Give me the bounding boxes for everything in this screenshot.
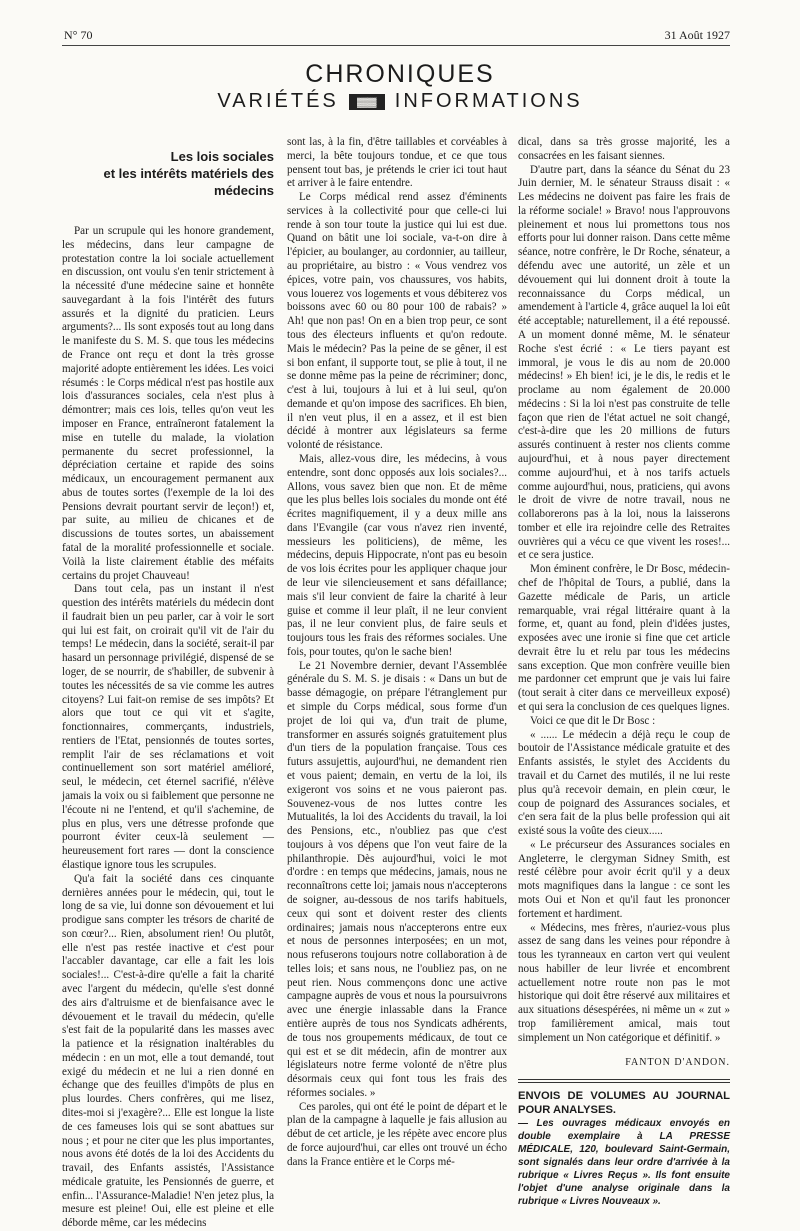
column-3 — [518, 136, 730, 1208]
paragraph: sont las, à la fin, d'être taillables et corvéables à merci, la bête toujours tondue, et ce que tous pensent tout bas, je prétends le crier ici tout haut et arriver à le faire entendre. — [287, 136, 507, 190]
press-ornament-icon: ▓▓▓ — [349, 94, 385, 110]
notice-body: — Les ouvrages médicaux envoyés en double exemplaire à LA PRESSE MÉDICALE, 120, boulevard Saint-Germain, sont signalés dans leur ordre d'arrivée à la rubrique « Livres Reçus ». Ils font ensuite l'objet d'une analyse originale dans la rubrique « Livres Nouveaux ». — [518, 1118, 730, 1208]
article-title-line1: Les lois sociales — [170, 149, 274, 164]
article-title-line2: et les intérêts matériels des médecins — [103, 166, 274, 198]
article-title — [62, 148, 274, 199]
header-rule — [62, 45, 730, 46]
paragraph: Voici ce que dit le Dr Bosc : — [530, 714, 656, 727]
section-divider — [518, 1079, 730, 1080]
paragraph: Par un scrupule qui les honore grandement, les médecins, dans leur campagne de protestation contre la loi sociale actuellement en discussion, ont voulu s'en tenir strictement à la nécessité d'une médecine saine et honnête sauvegardant à la fois l'intérêt des futurs assurés et la dignité du praticien. Leurs arguments?... Ils sont exposés tout au long dans le manifeste du S. M. S. que tous les médecins de France ont reçu et dont la très grosse majorité adopte entièrement les idées. Les voici résumés : le Corps médical n'est pas hostile aux lois d'assurances sociales, cela n'est plus à démontrer; mais ces lois, telles qu'on veut les imposer en France, entraîneront fatalement la mise en tutelle du malade, la violation permanente du secret professionnel, la dépréciation certaine et rapide des soins médicaux, un encouragement permanent aux abus de toutes sortes (l'exemple de la loi des Pensions devrait pourtant servir de leçon!) et, par suite, au milieu de chicanes et de discussions de toutes sortes, un abaissement fatal de la moralité professionnelle et sociale. Voilà la liste clairement établie des méfaits certains du projet Chauveau! — [62, 225, 274, 582]
paragraph: Mon éminent confrère, le Dr Bosc, médecin-chef de l'hôpital de Tours, a publié, dans la Gazette médicale de Paris, un article remarquable, vrai régal littéraire quant à la forme, et, quant au fond, plein d'idées justes, exposées avec une ironie si fine que cet article devrait être lu et relu par tous les médecins sans exception. Que mon confrère veuille bien me pardonner cet emprunt que je vais lui faire (tout serait à citer dans ce merveilleux exposé) et qui sera la conclusion de ces quelques lignes. — [518, 563, 730, 714]
paragraph: Dans tout cela, pas un instant il n'est question des intérêts matériels du médecin dont il faudrait bien un peu parler, car à voir le sort qui lui est fait, on croirait qu'il vit de l'air du temps! Le médecin, dans la société, serait-il par hasard un personnage privilégié, dispensé de se loger, de se nourrir, de s'habiller, de subvenir à toutes les nécessités de sa vie comme les autres citoyens? Lui fait-on remise de ses impôts? Et alors que tout ce qui vit et s'agite, fonctionnaires, commerçants, industriels, rentiers de l'Etat, pensionnés de toutes sortes, remplit l'air de ses réclamations et voit continuellement son sort matériel amélioré, seul, le médecin, cet éternel sacrifié, n'élève jamais la voix ou si faiblement que personne ne l'écoute ni ne l'entend, et qu'il s'achemine, de plus en plus, vers une détresse profonde que pourront éviter ceux-là seulement — heureusement fort rares — dont la conscience élastique ignore tous les scrupules. — [62, 583, 274, 871]
issue-number: N° 70 — [64, 28, 93, 42]
column-2 — [287, 136, 507, 1170]
quote-paragraph: « ...... Le médecin a déjà reçu le coup de boutoir de l'Assistance médicale gratuite et des Enfants assistés, le stylet des Accidents du travail et du Carnet des mutilés, il ne lui reste plus qu'à recevoir demain, en plein cœur, le coup de poignard des Assurances sociales, et c'en sera fait de la plus belle profession qui ait existé sous la voûte des cieux..... — [518, 728, 730, 838]
paragraph: Le Corps médical rend assez d'éminents services à la collectivité pour que celle-ci lui rende à son tour toute la justice qui lui est due. Quand on bâtit une loi sociale, va-t-on dire à l'épicier, au boulanger, au cordonnier, au tailleur, au propriétaire, au bistro : « Vous vendrez vos épices, votre pain, vos chaussures, vos habits, vous louerez vos logements et vous débiterez vos boissons avec 60 ou 80 pour 100 de rabais? » Ah! que non pas! On en a bien trop peur, ce sont tous des électeurs influents et qu'on redoute. Mais le médecin? Pas la peine de se gêner, il est si bon enfant, il supporte tout, se plie à tout, il ne se donne même pas la peine de récriminer; donc, c'est à lui, toujours à lui et à lui seul, qu'on demande et qu'on impose des sacrifices. Eh bien, il n'en veut plus, il en a assez, et il est bien décidé à montrer aux législateurs sa ferme volonté de résistance. — [287, 191, 507, 452]
masthead-subtitle — [0, 90, 800, 113]
quote-paragraph: « Le précurseur des Assurances sociales en Angleterre, le clergyman Sidney Smith, est resté célèbre pour avoir écrit qu'il y a deux mots magnifiques dans la langue : ce sont les mots Oui et Non et qu'il faut les prononcer fortement et hardiment. — [518, 838, 730, 920]
paragraph: Ces paroles, qui ont été le point de départ et le plan de la campagne à laquelle je fais allusion au début de cet article, je les répète avec encore plus de force aujourd'hui, car elles ont trouvé un écho dans la France entière et le Corps mé- — [287, 1100, 507, 1168]
author-signature: FANTON D'ANDON. — [625, 1056, 730, 1068]
masthead-informations: INFORMATIONS — [394, 90, 583, 112]
column-1 — [62, 136, 274, 1231]
paragraph: Mais, allez-vous dire, les médecins, à vous entendre, sont donc opposés aux lois sociales?... Allons, vous savez bien que non. Et de même que les plus belles lois sociales du monde ont été écrites magnifiquement, il y a deux mille ans dans l'Evangile (car vous n'avez rien inventé, messieurs les politiciens), de même, les médecins, depuis Hippocrate, n'ont pas eu besoin de vos lois écrites pour les appliquer chaque jour de leur vie silencieusement et sans défaillance; mais s'il leur convient de faire la charité à leur guise et comme il leur plaît, il ne leur convient pas, il ne leur convient plus, de faire seuls et toujours tous les frais des réformes sociales. Une fois, pour toutes, qu'on le sache bien! — [287, 452, 507, 658]
paragraph: D'autre part, dans la séance du Sénat du 23 Juin dernier, M. le sénateur Strauss disait : « Les médecins ne doivent pas faire les frais de la réforme sociale! » Bravo! nous l'approuvons pleinement et nous lui promettons tous nos efforts pour lui donner raison. Dans cette même séance, notre confrère, le Dr Roche, sénateur, a défendu avec une autorité, un zèle et un dévouement qui lui donnent droit à toute la reconnaissance du Corps médical, un amendement à l'article 4, grâce auquel la loi eût été acceptable; naturellement, il a été repoussé. A un moment donné même, M. le sénateur Roche s'est écrié : « Le tiers payant est immoral, je vous le dis au nom de 20.000 médecins! » Eh bien! ici, je le dis, le redis et le proclame au nom également de 20.000 médecins : Si la loi n'est pas construite de telle façon que rien de l'état actuel ne soit changé, c'est-à-dire que les 20 millions de futurs assurés continuent à rester nos clients comme aujourd'hui, et à nous payer directement comme aujourd'hui, et à nos tarifs actuels comme aujourd'hui, nous, praticiens, qui avons le droit de vivre de notre travail, nous ne collaborerons pas à la loi, nous la laisserons tomber et elle ira rejoindre celle des Retraites ouvrières qui a vécu ce que vivent les roses!... et ce sera justice. — [518, 163, 730, 562]
paragraph: Qu'a fait la société dans ces cinquante dernières années pour le médecin, qui, tout le long de sa vie, lui donne son dévouement et lui prodigue sans compter les trésors de charité de son cœur?... Rien, absolument rien! Ou plutôt, elle n'est pas restée inactive et c'est pour l'accabler davantage, car elle a fait les lois sociales!... C'est-à-dire qu'elle a fait la charité avec l'argent du médecin, qu'elle s'est donné des airs d'altruisme et de bienfaisance avec le dévouement et le travail du médecin, qu'elle s'est fait de la popularité dans les masses avec la patience et la résignation inaltérables du médecin : en un mot, elle a tout demandé, tout exigé du médecin et ne lui a rien donné en échange que des feuilles d'impôts de plus en plus lourdes. Chers confrères, qui me lisez, dites-moi si j'exagère?... Elle est longue la liste de ces fameuses lois qui se sont abattues sur nous ; et pour ne citer que les plus importantes, nous avons été dotés de la loi des Accidents du travail, des Enfants assistés, l'Assistance médicale gratuite, les Pensionnés de guerre, et enfin... l'Assurance-Maladie! N'en jetez plus, la mesure est pleine! Oui, elle est pleine et elle déborde même, car les médecins — [62, 872, 274, 1230]
masthead — [0, 60, 800, 113]
notice-box — [518, 1082, 730, 1208]
quote-paragraph: « Médecins, mes frères, n'auriez-vous plus assez de sang dans les veines pour répondre à tous les tyranneaux en carton vert qui veulent nous habiller de leur livrée et encombrent actuellement notre route non pas le mot historique qui doit être réservé aux militaires et aux situations désespérées, ni même un « zut » trop familièrement amical, mais tout simplement un Non catégorique et définitif. » — [518, 921, 730, 1044]
issue-date: 31 Août 1927 — [664, 28, 730, 42]
notice-title: ENVOIS DE VOLUMES AU JOURNAL POUR ANALYSES. — [518, 1090, 730, 1117]
masthead-varietes: VARIÉTÉS — [217, 90, 339, 112]
masthead-chroniques: CHRONIQUES — [305, 60, 495, 88]
paragraph: dical, dans sa très grosse majorité, les a consacrées en les faisant siennes. — [518, 136, 730, 162]
paragraph: Le 21 Novembre dernier, devant l'Assemblée générale du S. M. S. je disais : « Dans un but de basse démagogie, on prépare l'étranglement pur et simple du Corps médical, sous forme d'un projet de loi qui va, d'un trait de plume, transformer en assurés soignés gratuitement plus d'un tiers de la population française. Tous ces futurs assujettis, aujourd'hui, ne demandent rien et vous paient; demain, en vertu de la loi, ils exigeront vos soins et ne vous paieront pas. Souvenez-vous de nos luttes contre les Mutualités, la loi des Accidents du travail, la loi des Pensions, etc., n'oubliez pas que c'est toujours à vos dépens que l'on veut faire de la philanthropie. Dès aujourd'hui, voici le mot d'ordre : en temps que médecins, jamais, nous ne reconnaîtrons cette loi; jamais nous n'accepterons de soigner, au-dessous de nos tarifs habituels, ceux qui sont et doivent rester des clients ordinaires; jamais nous n'accepterons entre eux et nous de personnes interposées; en un mot, nous refuserons toujours notre collaboration à de telles lois; et sans nous, ne l'oubliez pas, on ne peut rien. Nous commençons donc une active campagne auprès de vous et nous la poursuivrons avec une énergie inlassable dans la France entière auprès de tous nos Syndicats adhérents, de tous nos groupements médicaux, de tout ce qui est et se dit médecin, afin de montrer aux législateurs notre ferme volonté de n'être plus désormais ceux qui font tous les frais des réformes sociales. » — [287, 659, 507, 1099]
